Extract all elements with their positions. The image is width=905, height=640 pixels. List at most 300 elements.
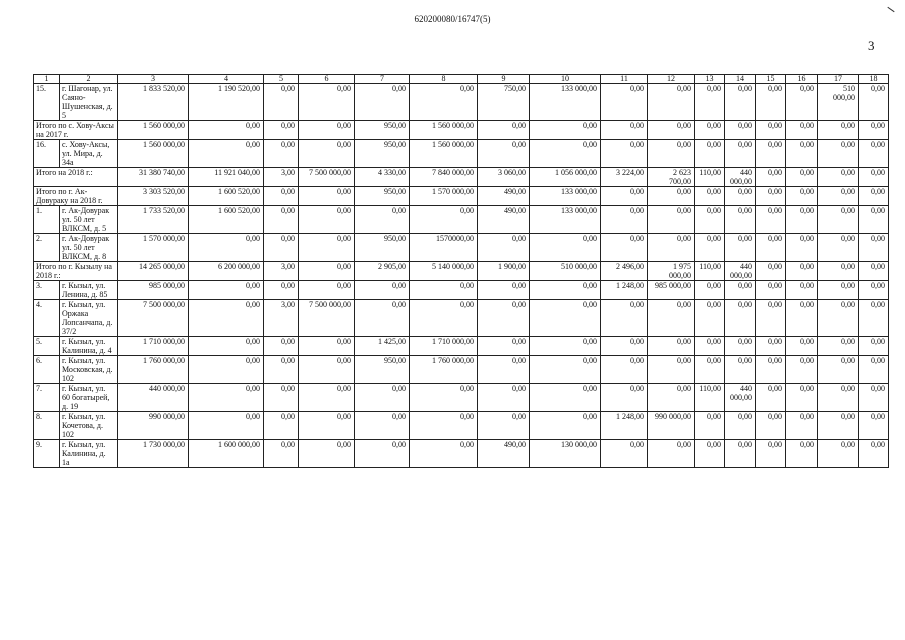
value-cell: 0,00 — [478, 234, 530, 262]
value-cell: 0,00 — [299, 262, 355, 281]
value-cell: 110,00 — [695, 262, 725, 281]
column-number: 17 — [818, 75, 859, 84]
value-cell: 0,00 — [601, 440, 648, 468]
value-cell: 0,00 — [725, 206, 756, 234]
value-cell: 0,00 — [818, 412, 859, 440]
value-cell: 0,00 — [786, 84, 818, 121]
value-cell: 3,00 — [264, 262, 299, 281]
value-cell: 0,00 — [859, 234, 889, 262]
table-row — [34, 300, 889, 337]
value-cell: 133 000,00 — [530, 187, 601, 206]
value-cell: 0,00 — [299, 356, 355, 384]
value-cell: 0,00 — [695, 356, 725, 384]
total-row — [34, 121, 889, 140]
value-cell: 0,00 — [859, 140, 889, 168]
value-cell: 0,00 — [601, 84, 648, 121]
value-cell: 0,00 — [410, 440, 478, 468]
value-cell: 0,00 — [264, 412, 299, 440]
value-cell: 0,00 — [786, 262, 818, 281]
value-cell: 0,00 — [299, 281, 355, 300]
value-cell: 0,00 — [478, 281, 530, 300]
value-cell: 0,00 — [530, 337, 601, 356]
value-cell: 0,00 — [725, 187, 756, 206]
value-cell: 0,00 — [818, 281, 859, 300]
value-cell: 0,00 — [299, 234, 355, 262]
row-number: 5. — [34, 337, 60, 356]
value-cell: 0,00 — [264, 281, 299, 300]
column-number-row — [34, 75, 889, 84]
value-cell: 1 733 520,00 — [118, 206, 189, 234]
address-cell: г. Кызыл, ул. Калинина, д. 1а — [60, 440, 118, 468]
value-cell: 0,00 — [530, 140, 601, 168]
row-number: 3. — [34, 281, 60, 300]
value-cell: 950,00 — [355, 121, 410, 140]
value-cell: 950,00 — [355, 356, 410, 384]
value-cell: 0,00 — [478, 337, 530, 356]
value-cell: 0,00 — [725, 281, 756, 300]
value-cell: 0,00 — [264, 356, 299, 384]
table-row — [34, 412, 889, 440]
value-cell: 0,00 — [264, 206, 299, 234]
value-cell: 1 760 000,00 — [118, 356, 189, 384]
value-cell: 0,00 — [648, 384, 695, 412]
value-cell: 0,00 — [299, 121, 355, 140]
value-cell: 0,00 — [601, 140, 648, 168]
table-row — [34, 84, 889, 121]
value-cell: 0,00 — [818, 140, 859, 168]
total-row — [34, 262, 889, 281]
value-cell: 1 710 000,00 — [410, 337, 478, 356]
value-cell: 0,00 — [299, 440, 355, 468]
value-cell: 0,00 — [189, 121, 264, 140]
row-number: 2. — [34, 234, 60, 262]
row-number: 1. — [34, 206, 60, 234]
value-cell: 0,00 — [786, 168, 818, 187]
value-cell: 0,00 — [859, 187, 889, 206]
address-cell: с. Хову-Аксы, ул. Мира, д. 34а — [60, 140, 118, 168]
value-cell: 0,00 — [478, 384, 530, 412]
column-number: 7 — [355, 75, 410, 84]
address-cell: г. Шагонар, ул. Саяно-Шушенская, д. 5 — [60, 84, 118, 121]
value-cell: 0,00 — [530, 281, 601, 300]
value-cell: 0,00 — [601, 187, 648, 206]
value-cell: 0,00 — [355, 300, 410, 337]
housing-repair-table — [33, 74, 889, 468]
column-number: 6 — [299, 75, 355, 84]
value-cell: 0,00 — [818, 234, 859, 262]
value-cell: 0,00 — [786, 300, 818, 337]
value-cell: 14 265 000,00 — [118, 262, 189, 281]
page-number: 3 — [868, 38, 875, 53]
value-cell: 0,00 — [818, 262, 859, 281]
value-cell: 0,00 — [786, 384, 818, 412]
value-cell: 0,00 — [756, 84, 786, 121]
total-label: Итого по с. Хову-Аксы на 2017 г. — [34, 121, 118, 140]
value-cell: 1570000,00 — [410, 234, 478, 262]
value-cell: 1 560 000,00 — [118, 140, 189, 168]
corner-mark — [887, 7, 894, 12]
value-cell: 1 760 000,00 — [410, 356, 478, 384]
column-number: 15 — [756, 75, 786, 84]
value-cell: 3,00 — [264, 300, 299, 337]
value-cell: 0,00 — [786, 187, 818, 206]
value-cell: 133 000,00 — [530, 206, 601, 234]
value-cell: 0,00 — [355, 84, 410, 121]
value-cell: 0,00 — [530, 356, 601, 384]
value-cell: 0,00 — [648, 234, 695, 262]
value-cell: 0,00 — [478, 356, 530, 384]
value-cell: 1 560 000,00 — [410, 121, 478, 140]
total-label: Итого по г. Ак-Довураку на 2018 г. — [34, 187, 118, 206]
value-cell: 490,00 — [478, 206, 530, 234]
value-cell: 0,00 — [189, 234, 264, 262]
value-cell: 0,00 — [786, 356, 818, 384]
value-cell: 1 900,00 — [478, 262, 530, 281]
column-number: 4 — [189, 75, 264, 84]
value-cell: 1 425,00 — [355, 337, 410, 356]
value-cell: 2 623 700,00 — [648, 168, 695, 187]
column-number: 5 — [264, 75, 299, 84]
value-cell: 0,00 — [725, 412, 756, 440]
value-cell: 0,00 — [859, 262, 889, 281]
value-cell: 0,00 — [859, 384, 889, 412]
value-cell: 5 140 000,00 — [410, 262, 478, 281]
value-cell: 7 840 000,00 — [410, 168, 478, 187]
value-cell: 440 000,00 — [725, 384, 756, 412]
value-cell: 0,00 — [859, 356, 889, 384]
address-cell: г. Ак-Довурак ул. 50 лет ВЛКСМ, д. 8 — [60, 234, 118, 262]
value-cell: 0,00 — [601, 234, 648, 262]
value-cell: 0,00 — [859, 168, 889, 187]
value-cell: 0,00 — [530, 300, 601, 337]
value-cell: 0,00 — [756, 121, 786, 140]
column-number: 2 — [60, 75, 118, 84]
value-cell: 0,00 — [601, 300, 648, 337]
row-number: 4. — [34, 300, 60, 337]
value-cell: 0,00 — [299, 384, 355, 412]
value-cell: 0,00 — [410, 384, 478, 412]
value-cell: 1 833 520,00 — [118, 84, 189, 121]
value-cell: 1 600 520,00 — [189, 206, 264, 234]
value-cell: 0,00 — [189, 300, 264, 337]
value-cell: 0,00 — [725, 300, 756, 337]
value-cell: 1 248,00 — [601, 281, 648, 300]
value-cell: 0,00 — [695, 440, 725, 468]
value-cell: 0,00 — [189, 356, 264, 384]
value-cell: 0,00 — [756, 234, 786, 262]
value-cell: 0,00 — [648, 356, 695, 384]
value-cell: 0,00 — [818, 356, 859, 384]
value-cell: 0,00 — [786, 140, 818, 168]
value-cell: 1 570 000,00 — [410, 187, 478, 206]
value-cell: 3,00 — [264, 168, 299, 187]
value-cell: 440 000,00 — [725, 168, 756, 187]
value-cell: 1 560 000,00 — [410, 140, 478, 168]
value-cell: 0,00 — [756, 168, 786, 187]
value-cell: 7 500 000,00 — [118, 300, 189, 337]
value-cell: 0,00 — [786, 440, 818, 468]
value-cell: 0,00 — [410, 300, 478, 337]
table-row — [34, 384, 889, 412]
value-cell: 0,00 — [756, 281, 786, 300]
value-cell: 950,00 — [355, 187, 410, 206]
value-cell: 950,00 — [355, 140, 410, 168]
value-cell: 0,00 — [695, 234, 725, 262]
value-cell: 0,00 — [818, 121, 859, 140]
value-cell: 0,00 — [648, 140, 695, 168]
value-cell: 0,00 — [695, 140, 725, 168]
address-cell: г. Кызыл, ул. 60 богатырей, д. 19 — [60, 384, 118, 412]
column-number: 18 — [859, 75, 889, 84]
value-cell: 985 000,00 — [648, 281, 695, 300]
value-cell: 0,00 — [648, 187, 695, 206]
value-cell: 0,00 — [695, 84, 725, 121]
value-cell: 0,00 — [695, 337, 725, 356]
total-row — [34, 168, 889, 187]
value-cell: 440 000,00 — [725, 262, 756, 281]
value-cell: 0,00 — [355, 206, 410, 234]
value-cell: 0,00 — [756, 356, 786, 384]
value-cell: 0,00 — [410, 206, 478, 234]
value-cell: 0,00 — [648, 84, 695, 121]
value-cell: 1 190 520,00 — [189, 84, 264, 121]
value-cell: 0,00 — [189, 384, 264, 412]
value-cell: 0,00 — [818, 440, 859, 468]
row-number: 9. — [34, 440, 60, 468]
column-number: 13 — [695, 75, 725, 84]
value-cell: 0,00 — [264, 187, 299, 206]
value-cell: 0,00 — [410, 281, 478, 300]
value-cell: 0,00 — [648, 300, 695, 337]
total-label: Итого на 2018 г.: — [34, 168, 118, 187]
value-cell: 7 500 000,00 — [299, 300, 355, 337]
value-cell: 0,00 — [756, 187, 786, 206]
value-cell: 0,00 — [478, 412, 530, 440]
value-cell: 0,00 — [601, 356, 648, 384]
value-cell: 0,00 — [756, 412, 786, 440]
value-cell: 950,00 — [355, 234, 410, 262]
value-cell: 0,00 — [299, 84, 355, 121]
value-cell: 0,00 — [695, 281, 725, 300]
value-cell: 0,00 — [410, 84, 478, 121]
value-cell: 7 500 000,00 — [299, 168, 355, 187]
column-number: 11 — [601, 75, 648, 84]
value-cell: 133 000,00 — [530, 84, 601, 121]
value-cell: 0,00 — [818, 384, 859, 412]
value-cell: 0,00 — [299, 140, 355, 168]
value-cell: 0,00 — [264, 234, 299, 262]
value-cell: 0,00 — [695, 187, 725, 206]
value-cell: 0,00 — [859, 300, 889, 337]
value-cell: 0,00 — [786, 206, 818, 234]
value-cell: 0,00 — [818, 300, 859, 337]
value-cell: 31 380 740,00 — [118, 168, 189, 187]
value-cell: 1 730 000,00 — [118, 440, 189, 468]
value-cell: 0,00 — [818, 168, 859, 187]
value-cell: 0,00 — [530, 412, 601, 440]
value-cell: 0,00 — [725, 121, 756, 140]
value-cell: 510 000,00 — [530, 262, 601, 281]
value-cell: 0,00 — [530, 384, 601, 412]
value-cell: 0,00 — [756, 440, 786, 468]
address-cell: г. Кызыл, ул. Калинина, д. 4 — [60, 337, 118, 356]
address-cell: г. Кызыл, ул. Ленина, д. 85 — [60, 281, 118, 300]
value-cell: 0,00 — [601, 206, 648, 234]
value-cell: 3 060,00 — [478, 168, 530, 187]
value-cell: 0,00 — [189, 412, 264, 440]
value-cell: 1 056 000,00 — [530, 168, 601, 187]
value-cell: 1 600 000,00 — [189, 440, 264, 468]
value-cell: 0,00 — [786, 121, 818, 140]
address-cell: г. Ак-Довурак ул. 50 лет ВЛКСМ, д. 5 — [60, 206, 118, 234]
table-row — [34, 234, 889, 262]
value-cell: 0,00 — [648, 206, 695, 234]
value-cell: 0,00 — [478, 121, 530, 140]
value-cell: 0,00 — [859, 121, 889, 140]
column-number: 16 — [786, 75, 818, 84]
value-cell: 3 303 520,00 — [118, 187, 189, 206]
value-cell: 0,00 — [299, 412, 355, 440]
value-cell: 0,00 — [786, 337, 818, 356]
value-cell: 110,00 — [695, 168, 725, 187]
value-cell: 1 560 000,00 — [118, 121, 189, 140]
value-cell: 0,00 — [648, 337, 695, 356]
value-cell: 0,00 — [530, 121, 601, 140]
value-cell: 1 600 520,00 — [189, 187, 264, 206]
value-cell: 0,00 — [355, 281, 410, 300]
value-cell: 0,00 — [756, 337, 786, 356]
value-cell: 0,00 — [264, 84, 299, 121]
value-cell: 0,00 — [725, 356, 756, 384]
value-cell: 0,00 — [189, 337, 264, 356]
column-number: 8 — [410, 75, 478, 84]
value-cell: 1 975 000,00 — [648, 262, 695, 281]
column-number: 3 — [118, 75, 189, 84]
value-cell: 0,00 — [189, 281, 264, 300]
value-cell: 0,00 — [859, 206, 889, 234]
value-cell: 0,00 — [355, 412, 410, 440]
value-cell: 0,00 — [264, 384, 299, 412]
value-cell: 0,00 — [530, 234, 601, 262]
total-label: Итого по г. Кызылу на 2018 г.: — [34, 262, 118, 281]
value-cell: 985 000,00 — [118, 281, 189, 300]
column-number: 1 — [34, 75, 60, 84]
document-code: 620200080/16747(5) — [414, 14, 491, 24]
value-cell: 0,00 — [264, 337, 299, 356]
value-cell: 0,00 — [264, 121, 299, 140]
value-cell: 490,00 — [478, 187, 530, 206]
address-cell: г. Кызыл, ул. Кочетова, д. 102 — [60, 412, 118, 440]
value-cell: 0,00 — [786, 281, 818, 300]
value-cell: 0,00 — [299, 337, 355, 356]
table-row — [34, 440, 889, 468]
table-row — [34, 356, 889, 384]
value-cell: 0,00 — [410, 412, 478, 440]
value-cell: 6 200 000,00 — [189, 262, 264, 281]
value-cell: 0,00 — [859, 440, 889, 468]
value-cell: 0,00 — [355, 440, 410, 468]
table-body — [34, 75, 889, 468]
table-row — [34, 206, 889, 234]
row-number: 8. — [34, 412, 60, 440]
value-cell: 0,00 — [648, 121, 695, 140]
value-cell: 0,00 — [264, 140, 299, 168]
value-cell: 510 000,00 — [818, 84, 859, 121]
value-cell: 0,00 — [818, 187, 859, 206]
value-cell: 440 000,00 — [118, 384, 189, 412]
value-cell: 0,00 — [648, 440, 695, 468]
column-number: 14 — [725, 75, 756, 84]
row-number: 15. — [34, 84, 60, 121]
value-cell: 0,00 — [786, 412, 818, 440]
value-cell: 0,00 — [725, 84, 756, 121]
value-cell: 0,00 — [601, 384, 648, 412]
row-number: 6. — [34, 356, 60, 384]
value-cell: 0,00 — [725, 140, 756, 168]
value-cell: 0,00 — [478, 140, 530, 168]
total-row — [34, 187, 889, 206]
value-cell: 1 710 000,00 — [118, 337, 189, 356]
column-number: 12 — [648, 75, 695, 84]
column-number: 9 — [478, 75, 530, 84]
value-cell: 0,00 — [725, 440, 756, 468]
value-cell: 490,00 — [478, 440, 530, 468]
value-cell: 2 905,00 — [355, 262, 410, 281]
value-cell: 0,00 — [299, 187, 355, 206]
value-cell: 0,00 — [818, 206, 859, 234]
value-cell: 0,00 — [601, 337, 648, 356]
value-cell: 3 224,00 — [601, 168, 648, 187]
table-row — [34, 337, 889, 356]
value-cell: 0,00 — [859, 412, 889, 440]
table-row — [34, 140, 889, 168]
value-cell: 110,00 — [695, 384, 725, 412]
value-cell: 1 570 000,00 — [118, 234, 189, 262]
value-cell: 0,00 — [601, 121, 648, 140]
value-cell: 0,00 — [695, 300, 725, 337]
value-cell: 2 496,00 — [601, 262, 648, 281]
value-cell: 0,00 — [695, 121, 725, 140]
value-cell: 0,00 — [859, 84, 889, 121]
value-cell: 0,00 — [725, 234, 756, 262]
value-cell: 130 000,00 — [530, 440, 601, 468]
value-cell: 0,00 — [478, 300, 530, 337]
value-cell: 0,00 — [299, 206, 355, 234]
value-cell: 0,00 — [756, 206, 786, 234]
value-cell: 0,00 — [859, 281, 889, 300]
value-cell: 0,00 — [786, 234, 818, 262]
value-cell: 0,00 — [695, 412, 725, 440]
value-cell: 0,00 — [756, 262, 786, 281]
value-cell: 0,00 — [725, 337, 756, 356]
value-cell: 0,00 — [756, 140, 786, 168]
value-cell: 0,00 — [818, 337, 859, 356]
value-cell: 0,00 — [264, 440, 299, 468]
address-cell: г. Кызыл, ул. Московская, д. 102 — [60, 356, 118, 384]
value-cell: 0,00 — [355, 384, 410, 412]
value-cell: 990 000,00 — [648, 412, 695, 440]
address-cell: г. Кызыл, ул. Оржака Лопсанчапа, д. 37/2 — [60, 300, 118, 337]
row-number: 16. — [34, 140, 60, 168]
column-number: 10 — [530, 75, 601, 84]
value-cell: 0,00 — [189, 140, 264, 168]
value-cell: 0,00 — [695, 206, 725, 234]
value-cell: 4 330,00 — [355, 168, 410, 187]
value-cell: 750,00 — [478, 84, 530, 121]
value-cell: 0,00 — [756, 384, 786, 412]
value-cell: 0,00 — [859, 337, 889, 356]
value-cell: 1 248,00 — [601, 412, 648, 440]
